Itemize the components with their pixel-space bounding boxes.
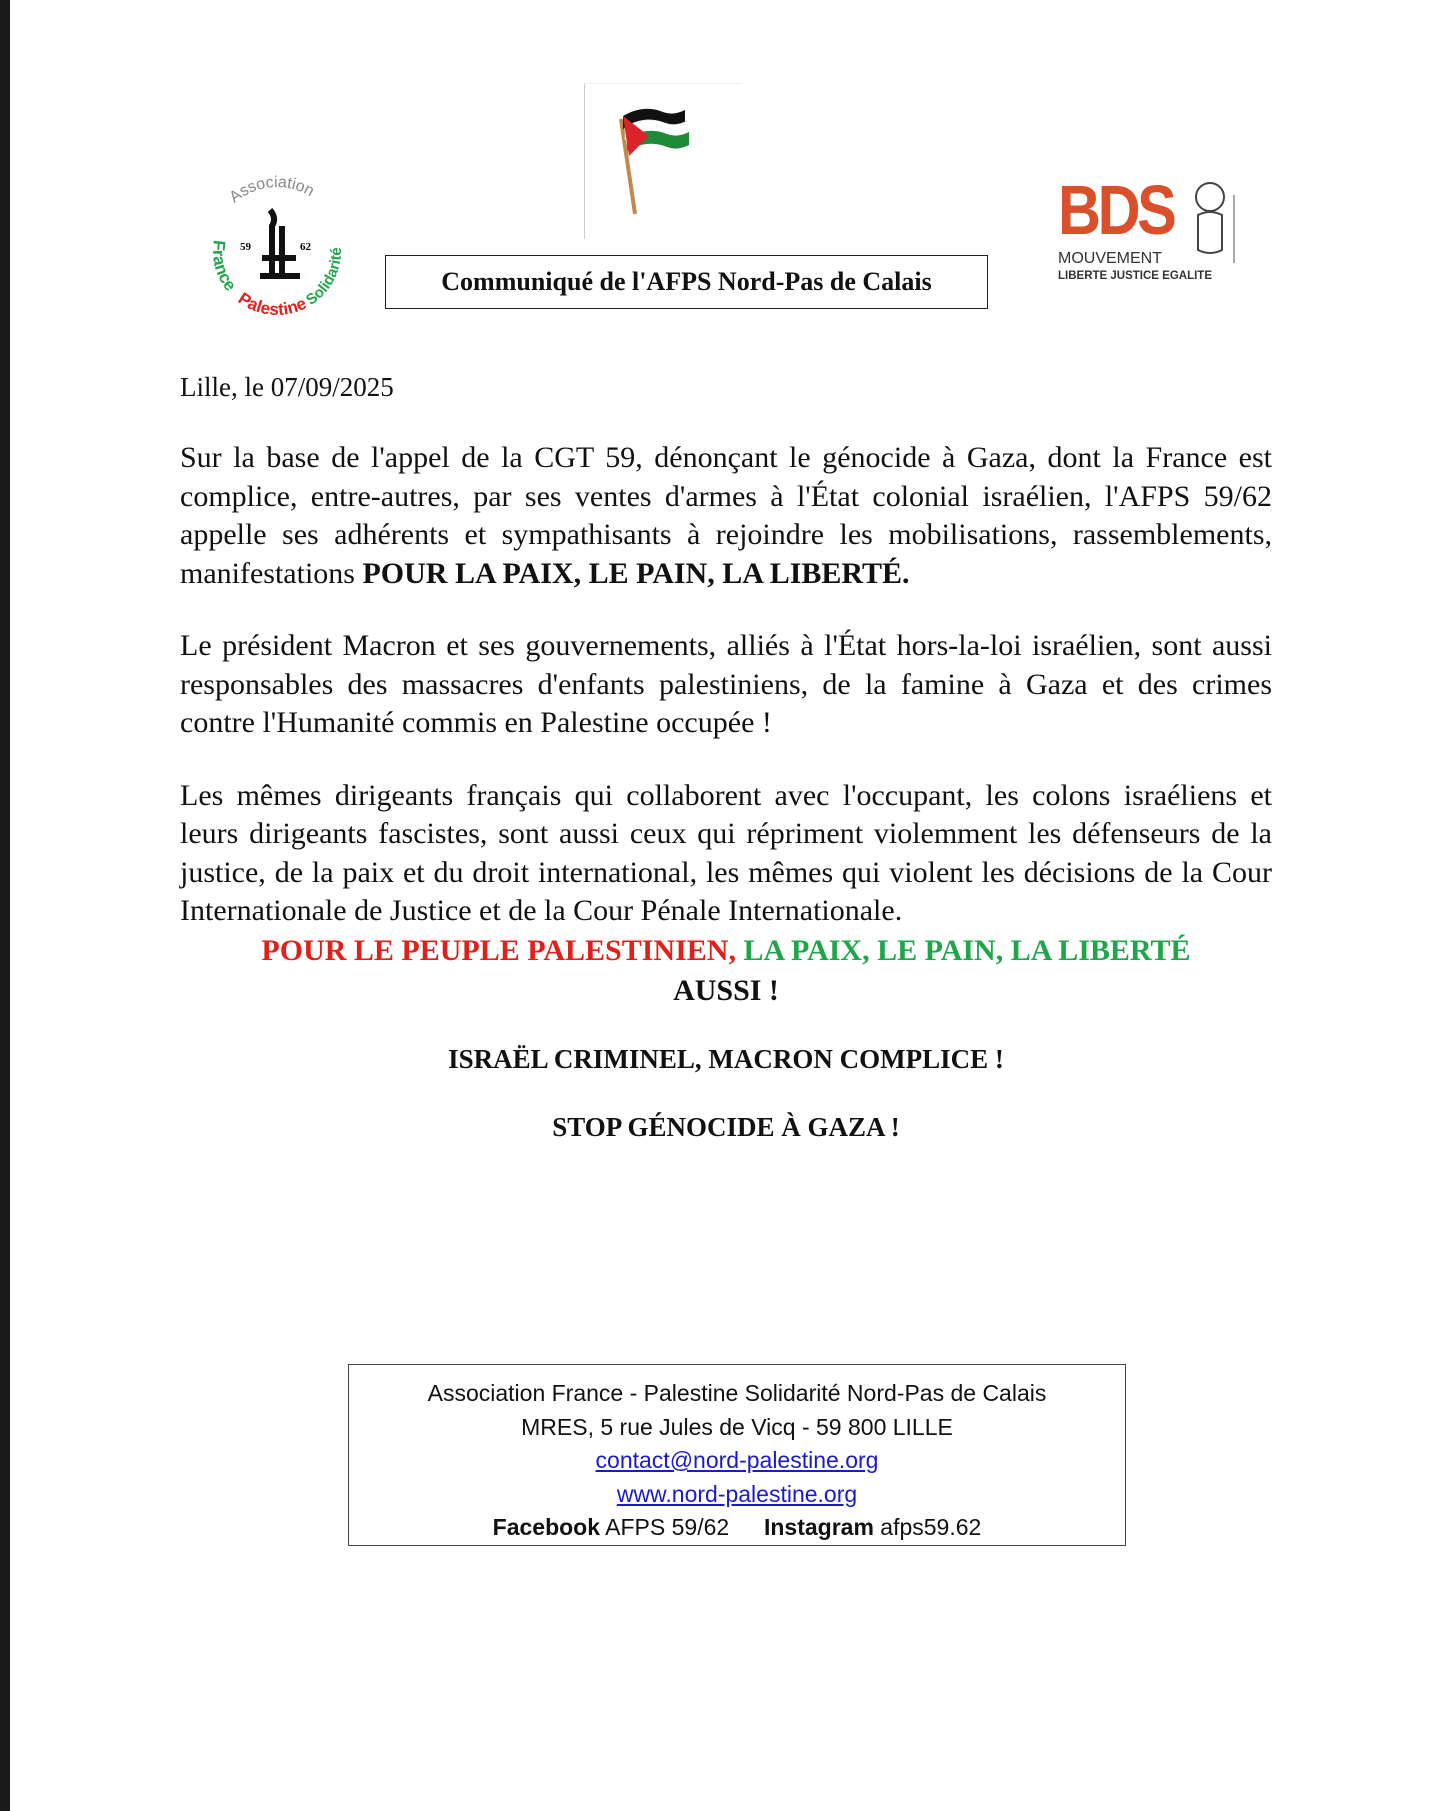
- facebook-value: AFPS 59/62: [605, 1514, 730, 1540]
- facebook-label: Facebook: [492, 1514, 601, 1540]
- footer-website-link[interactable]: www.nord-palestine.org: [616, 1480, 858, 1507]
- footer-contact-box: [348, 1364, 1126, 1546]
- date-line: Lille, le 07/09/2025: [180, 372, 394, 402]
- paragraph-3: Les mêmes dirigeants français qui collaborent avec l'occupant, les colons israéliens et leurs dirigeants fascistes, sont aussi ceux qui répriment violemment les défenseurs de la justice, de la paix et du droit international, les mêmes qui violent les décisions de la Cour Internationale de Justice et de la Cour Pénale Internationale.: [180, 778, 1272, 927]
- slogan-green: LA PAIX, LE PAIN, LA LIBERTÉ: [743, 933, 1191, 967]
- slogan-israel: ISRAËL CRIMINEL, MACRON COMPLICE !: [448, 1043, 1004, 1074]
- page-title: Communiqué de l'AFPS Nord-Pas de Calais: [441, 267, 932, 296]
- paragraph-1: [180, 439, 1272, 593]
- svg-text:Solidarité: Solidarité: [303, 247, 346, 309]
- svg-text:France: France: [208, 239, 241, 295]
- handala-icon: [1188, 175, 1238, 265]
- footer-address: MRES, 5 rue Jules de Vicq - 59 800 LILLE: [521, 1413, 953, 1440]
- header-title-box: [385, 255, 988, 309]
- instagram-label: Instagram: [763, 1514, 874, 1540]
- slogan-main: [180, 931, 1272, 1011]
- footer-org-name: Association France - Palestine Solidarité Nord-Pas de Calais: [427, 1380, 1047, 1406]
- bds-logo: BDS MOUVEMENT LIBERTE JUSTICE EGALITE: [1058, 175, 1243, 285]
- svg-text:59: 59: [240, 241, 251, 253]
- flag-frame: [584, 83, 741, 239]
- slogan-stop: STOP GÉNOCIDE À GAZA !: [552, 1111, 900, 1142]
- instagram-value: afps59.62: [880, 1514, 982, 1540]
- body-column: [180, 439, 1272, 1147]
- slogan-red: POUR LE PEUPLE PALESTINIEN,: [261, 933, 736, 967]
- slogan-aussi: AUSSI !: [673, 973, 779, 1007]
- paragraph-1-bold: POUR LA PAIX, LE PAIN, LA LIBERTÉ.: [362, 556, 910, 590]
- svg-text:Association: Association: [226, 173, 317, 207]
- svg-text:62: 62: [300, 241, 311, 253]
- left-border: [0, 0, 10, 1811]
- paragraph-2: Le président Macron et ses gouvernements, alliés à l'État hors-la-loi israélien, sont aussi responsables des massacres d'enfants palestiniens, de la famine à Gaza et des crimes contre l'Humanité commis en Palestine occupée !: [180, 629, 1272, 739]
- afps-logo: [196, 170, 358, 332]
- footer-email-link[interactable]: contact@nord-palestine.org: [595, 1447, 879, 1473]
- palestine-flag-icon: [585, 84, 741, 239]
- footer-social: [349, 1511, 1125, 1545]
- paragraph-1-text: Sur la base de l'appel de la CGT 59, dénonçant le génocide à Gaza, dont la France est complice, entre-autres, par ses ventes d'armes à l'État colonial israélien, l'AFPS 59/62 appelle ses adhérents et sympathisants à rejoindre les mobilisations, rassemblements, manifestations: [180, 441, 1272, 590]
- svg-text:Palestine: Palestine: [234, 288, 310, 320]
